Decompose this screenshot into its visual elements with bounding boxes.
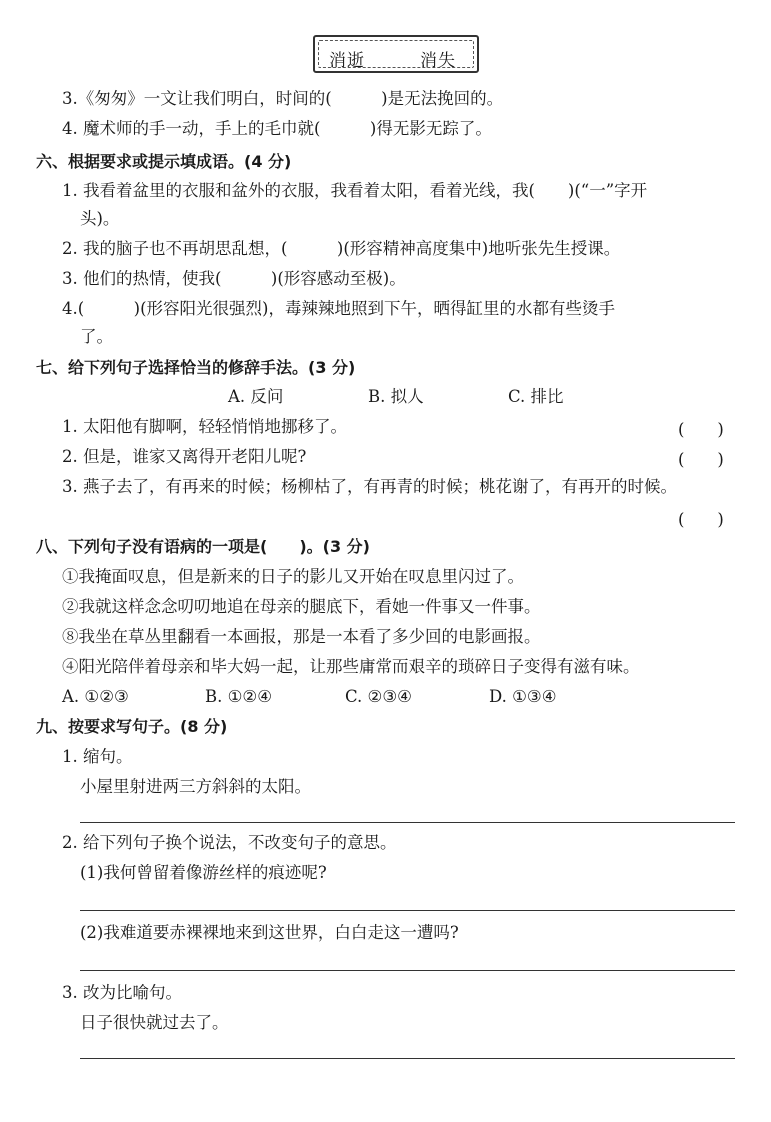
section-9-q2-2: (2)我难道要赤裸裸地来到这世界，白白走这一遭吗?	[80, 923, 459, 942]
section-6-item-4: 4.( )(形容阳光很强烈)，毒辣辣地照到下午，晒得缸里的水都有些烫手	[62, 299, 615, 318]
section-7-option-b: B. 拟人	[368, 387, 424, 406]
section-7-item-3: 3. 燕子去了，有再来的时候；杨柳枯了，有再青的时候；桃花谢了，有再开的时候。	[62, 477, 677, 496]
section-8-item-1: ①我掩面叹息，但是新来的日子的影儿又开始在叹息里闪过了。	[62, 567, 524, 586]
section-7-item-2: 2. 但是，谁家又离得开老阳儿呢?	[62, 447, 307, 466]
section-7-option-a: A. 反问	[228, 387, 284, 406]
section-8-item-4: ④阳光陪伴着母亲和毕大妈一起，让那些庸常而艰辛的琐碎日子变得有滋有味。	[62, 657, 640, 676]
answer-line-4[interactable]	[80, 1058, 735, 1059]
section-9-q2-1: (1)我何曾留着像游丝样的痕迹呢?	[80, 863, 327, 882]
section-6-item-2: 2. 我的脑子也不再胡思乱想，( )(形容精神高度集中)地听张先生授课。	[62, 239, 621, 258]
section-8-item-2: ②我就这样念念叨叨地追在母亲的腿底下，看她一件事又一件事。	[62, 597, 541, 616]
word-bank-box	[313, 35, 479, 73]
section-8-option-d: D. ①③④	[489, 687, 557, 706]
word-bank-word-1: 消逝	[329, 51, 365, 71]
section-6-item-4-cont: 了。	[80, 327, 113, 346]
section-9-q3-text: 日子很快就过去了。	[80, 1013, 229, 1032]
section-9-title: 九、按要求写句子。(8 分)	[36, 717, 228, 736]
section-7-title: 七、给下列句子选择恰当的修辞手法。(3 分)	[36, 358, 356, 377]
answer-line-1[interactable]	[80, 822, 735, 823]
section-7-item-1: 1. 太阳他有脚啊，轻轻悄悄地挪移了。	[62, 417, 347, 436]
section-8-item-3: ⑧我坐在草丛里翻看一本画报，那是一本看了多少回的电影画报。	[62, 627, 541, 646]
section-7-option-c: C. 排比	[508, 387, 564, 406]
section-9-q1-label: 1. 缩句。	[62, 747, 133, 766]
section-9-q1-text: 小屋里射进两三方斜斜的太阳。	[80, 777, 311, 796]
section-7-answer-3[interactable]: ( )	[678, 510, 724, 529]
answer-line-3[interactable]	[80, 970, 735, 971]
section-8-option-b: B. ①②④	[205, 687, 272, 706]
word-bank-word-2: 消失	[420, 51, 456, 71]
section-8-option-a: A. ①②③	[62, 687, 129, 706]
section-8-title: 八、下列句子没有语病的一项是( )。(3 分)	[36, 537, 370, 556]
section-8-option-c: C. ②③④	[345, 687, 412, 706]
section-6-item-3: 3. 他们的热情，使我( )(形容感动至极)。	[62, 269, 406, 288]
section-7-answer-1[interactable]: ( )	[678, 420, 724, 439]
section-6-title: 六、根据要求或提示填成语。(4 分)	[36, 152, 292, 171]
section-6-item-1-cont: 头)。	[80, 209, 120, 228]
answer-line-2[interactable]	[80, 910, 735, 911]
fill-item-4: 4. 魔术师的手一动，手上的毛巾就( )得无影无踪了。	[62, 119, 492, 138]
fill-item-3: 3.《匆匆》一文让我们明白，时间的( )是无法挽回的。	[62, 89, 504, 108]
section-7-answer-2[interactable]: ( )	[678, 450, 724, 469]
section-9-q2-label: 2. 给下列句子换个说法，不改变句子的意思。	[62, 833, 397, 852]
section-6-item-1: 1. 我看着盆里的衣服和盆外的衣服，我看着太阳，看着光线，我( )(“一”字开	[62, 181, 648, 200]
section-9-q3-label: 3. 改为比喻句。	[62, 983, 182, 1002]
